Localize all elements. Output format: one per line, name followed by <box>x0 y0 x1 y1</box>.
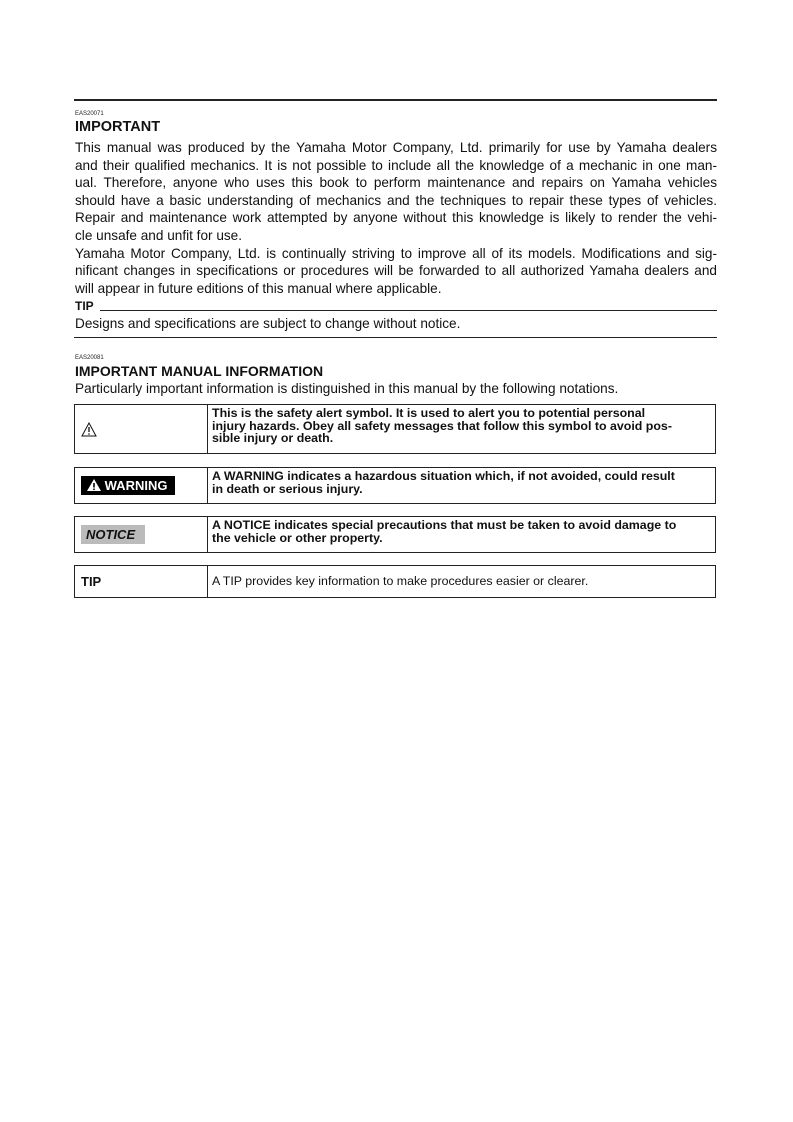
notation-row-warning <box>74 467 716 504</box>
notation-row-tip <box>74 565 716 598</box>
row-text-line: the vehicle or other property. <box>212 530 383 545</box>
notice-badge: NOTICE <box>81 525 145 544</box>
section-code: EAS20071 <box>75 111 104 117</box>
row-text-line: sible injury or death. <box>212 431 334 446</box>
tip-end-rule <box>74 337 717 338</box>
text-line: will appear in future editions of this manual where applicable. <box>75 280 442 296</box>
important-paragraph <box>75 139 717 297</box>
text-line: should have a basic understanding of mechanics and the techniques to repair these types of vehicles. <box>75 192 717 208</box>
text-line: nificant changes in specifications or procedures will be forwarded to all authorized Yamaha dealers and <box>75 263 717 279</box>
row-text-line: A WARNING indicates a hazardous situation which, if not avoided, could result <box>212 469 675 483</box>
tip-rule <box>100 310 717 311</box>
section-title: IMPORTANT MANUAL INFORMATION <box>75 363 324 379</box>
tip-label: TIP <box>75 299 94 313</box>
text-line: This manual was produced by the Yamaha Motor Company, Ltd. primarily for use by Yamaha dealers <box>75 140 717 155</box>
row-text-line: A TIP provides key information to make procedures easier or clearer. <box>212 574 589 589</box>
notation-row-safety <box>74 404 716 454</box>
text-line: and their qualified mechanics. It is not possible to include all the knowledge of a mechanic in one man- <box>75 157 717 173</box>
row-text-line: injury hazards. Obey all safety messages that follow this symbol to avoid pos- <box>212 418 672 433</box>
row-text-line: in death or serious injury. <box>212 481 363 496</box>
warning-badge <box>81 476 175 495</box>
text-line: Repair and maintenance work attempted by anyone without this knowledge is likely to render the vehi- <box>75 210 717 226</box>
row-text-line: This is the safety alert symbol. It is used to alert you to potential personal <box>212 406 646 420</box>
top-rule <box>74 99 717 101</box>
warning-label: WARNING <box>104 478 168 493</box>
section-code: EAS20081 <box>75 355 104 361</box>
text-line: Yamaha Motor Company, Ltd. is continually striving to improve all of its models. Modifications and sig- <box>75 245 717 261</box>
intro-text: Particularly important information is distinguished in this manual by the following notations. <box>75 381 619 396</box>
tip-text: Designs and specifications are subject to change without notice. <box>75 316 461 331</box>
section-title: IMPORTANT <box>75 119 161 135</box>
safety-alert-icon <box>81 422 97 437</box>
notation-row-notice <box>74 516 716 553</box>
tip-badge: TIP <box>75 566 208 597</box>
row-text-line: A NOTICE indicates special precautions that must be taken to avoid damage to <box>212 518 677 532</box>
text-line: cle unsafe and unfit for use. <box>75 227 243 243</box>
text-line: ual. Therefore, anyone who uses this book to perform maintenance and repairs on Yamaha vehicles <box>75 175 717 191</box>
warning-icon <box>87 479 101 491</box>
